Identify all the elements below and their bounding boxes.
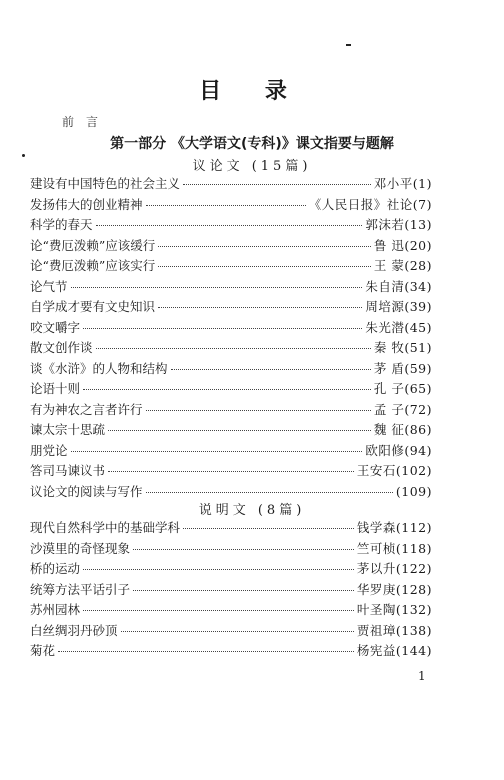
entry-author-page: 华罗庚(128) — [356, 581, 432, 597]
entry-author-page: 贾祖璋(138) — [356, 622, 432, 638]
toc-list-expository — [30, 518, 432, 662]
dot-leader — [171, 369, 371, 370]
dot-leader — [183, 528, 354, 529]
scan-mark — [346, 44, 351, 46]
toc-entry — [30, 256, 432, 277]
toc-entry — [30, 420, 432, 441]
toc-entry — [30, 621, 432, 642]
dot-leader — [121, 631, 354, 632]
entry-author-page: 竺可桢(118) — [356, 540, 432, 556]
entry-author-page: 王安石(102) — [356, 463, 432, 478]
page-number: 1 — [418, 669, 426, 683]
toc-list-argumentative — [30, 174, 432, 502]
entry-author-page: 钱学森(112) — [356, 520, 432, 535]
entry-title: 建设有中国特色的社会主义 — [30, 176, 181, 191]
entry-author-page: 朱光潜(45) — [365, 319, 432, 335]
dot-leader — [108, 430, 371, 431]
dot-leader — [96, 225, 363, 226]
entry-title: 现代自然科学中的基础学科 — [30, 520, 181, 535]
entry-author-page: 茅 盾(59) — [373, 360, 432, 376]
entry-author-page: 魏 征(86) — [373, 422, 432, 437]
entry-title: 沙漠里的奇怪现象 — [30, 540, 131, 556]
toc-entry — [30, 379, 432, 400]
dot-leader — [83, 569, 354, 570]
toc-entry — [30, 359, 432, 380]
dot-leader — [146, 410, 371, 411]
toc-entry — [30, 277, 432, 298]
part-heading: 第一部分 《大学语文(专科)》课文指要与题解 — [110, 136, 394, 152]
toc-entry — [30, 539, 432, 560]
toc-entry — [30, 641, 432, 662]
dot-leader — [146, 205, 306, 206]
entry-title: 朋党论 — [30, 442, 68, 458]
toc-entry — [30, 400, 432, 421]
toc-entry — [30, 297, 432, 318]
dot-leader — [83, 610, 354, 611]
toc-entry — [30, 236, 432, 257]
entry-author-page: 朱自清(34) — [365, 278, 432, 294]
toc-entry — [30, 195, 432, 216]
preface-entry: 前言 — [62, 115, 111, 129]
toc-entry — [30, 461, 432, 482]
dot-leader — [71, 451, 363, 452]
dot-leader — [96, 348, 371, 349]
dot-leader — [58, 651, 354, 652]
dot-leader — [83, 389, 371, 390]
entry-title: 统筹方法平话引子 — [30, 581, 131, 597]
entry-title: 桥的运动 — [30, 561, 81, 576]
entry-title: 谏太宗十思疏 — [30, 422, 106, 437]
entry-title: 论语十则 — [30, 381, 81, 396]
toc-entry — [30, 174, 432, 195]
dot-leader — [133, 549, 354, 550]
toc-entry — [30, 600, 432, 621]
entry-title: 谈《水浒》的人物和结构 — [30, 360, 168, 376]
entry-title: 论气节 — [30, 278, 68, 294]
entry-author-page: 鲁 迅(20) — [373, 237, 432, 253]
entry-author-page: 杨宪益(144) — [356, 643, 432, 658]
dot-leader — [133, 590, 354, 591]
entry-title: 苏州园林 — [30, 602, 81, 617]
entry-author-page: (109) — [395, 483, 432, 499]
entry-title: 议论文的阅读与写作 — [30, 483, 143, 499]
dot-leader — [83, 328, 362, 329]
entry-author-page: 邓小平(1) — [373, 176, 432, 191]
entry-title: 科学的春天 — [30, 217, 93, 232]
entry-author-page: 周培源(39) — [365, 299, 432, 314]
toc-entry — [30, 318, 432, 339]
dot-leader — [146, 492, 393, 493]
entry-title: 白丝绸羽丹砂顶 — [30, 622, 118, 638]
entry-title: 论“费厄泼赖”应该缓行 — [30, 237, 156, 253]
dot-leader — [183, 184, 371, 185]
dot-leader — [158, 246, 371, 247]
entry-title: 菊花 — [30, 643, 56, 658]
entry-title: 发扬伟大的创业精神 — [30, 196, 143, 212]
dot-leader — [158, 266, 371, 267]
entry-title: 咬文嚼字 — [30, 319, 81, 335]
entry-author-page: 叶圣陶(132) — [356, 602, 432, 617]
entry-author-page: 孟 子(72) — [373, 401, 432, 417]
page-title: 目 录 — [199, 78, 305, 104]
section-heading-argumentative: 议论文 (15篇) — [192, 159, 312, 174]
entry-author-page: 《人民日报》社论(7) — [308, 196, 432, 212]
entry-title: 自学成才要有文史知识 — [30, 299, 156, 314]
entry-title: 论“费厄泼赖”应该实行 — [30, 258, 156, 273]
entry-author-page: 秦 牧(51) — [373, 340, 432, 355]
toc-entry — [30, 518, 432, 539]
entry-title: 有为神农之言者许行 — [30, 401, 143, 417]
dot-leader — [108, 471, 354, 472]
toc-entry — [30, 580, 432, 601]
dot-leader — [71, 287, 363, 288]
entry-author-page: 郭沫若(13) — [365, 217, 432, 232]
entry-author-page: 王 蒙(28) — [373, 258, 432, 273]
entry-author-page: 孔 子(65) — [373, 381, 432, 396]
dot-leader — [158, 307, 362, 308]
entry-title: 散文创作谈 — [30, 340, 93, 355]
entry-title: 答司马谏议书 — [30, 463, 106, 478]
toc-entry — [30, 215, 432, 236]
toc-entry — [30, 441, 432, 462]
section-heading-expository: 说明文 (8篇) — [198, 503, 306, 518]
entry-author-page: 欧阳修(94) — [365, 442, 432, 458]
toc-entry — [30, 559, 432, 580]
toc-entry — [30, 338, 432, 359]
entry-author-page: 茅以升(122) — [356, 561, 432, 576]
